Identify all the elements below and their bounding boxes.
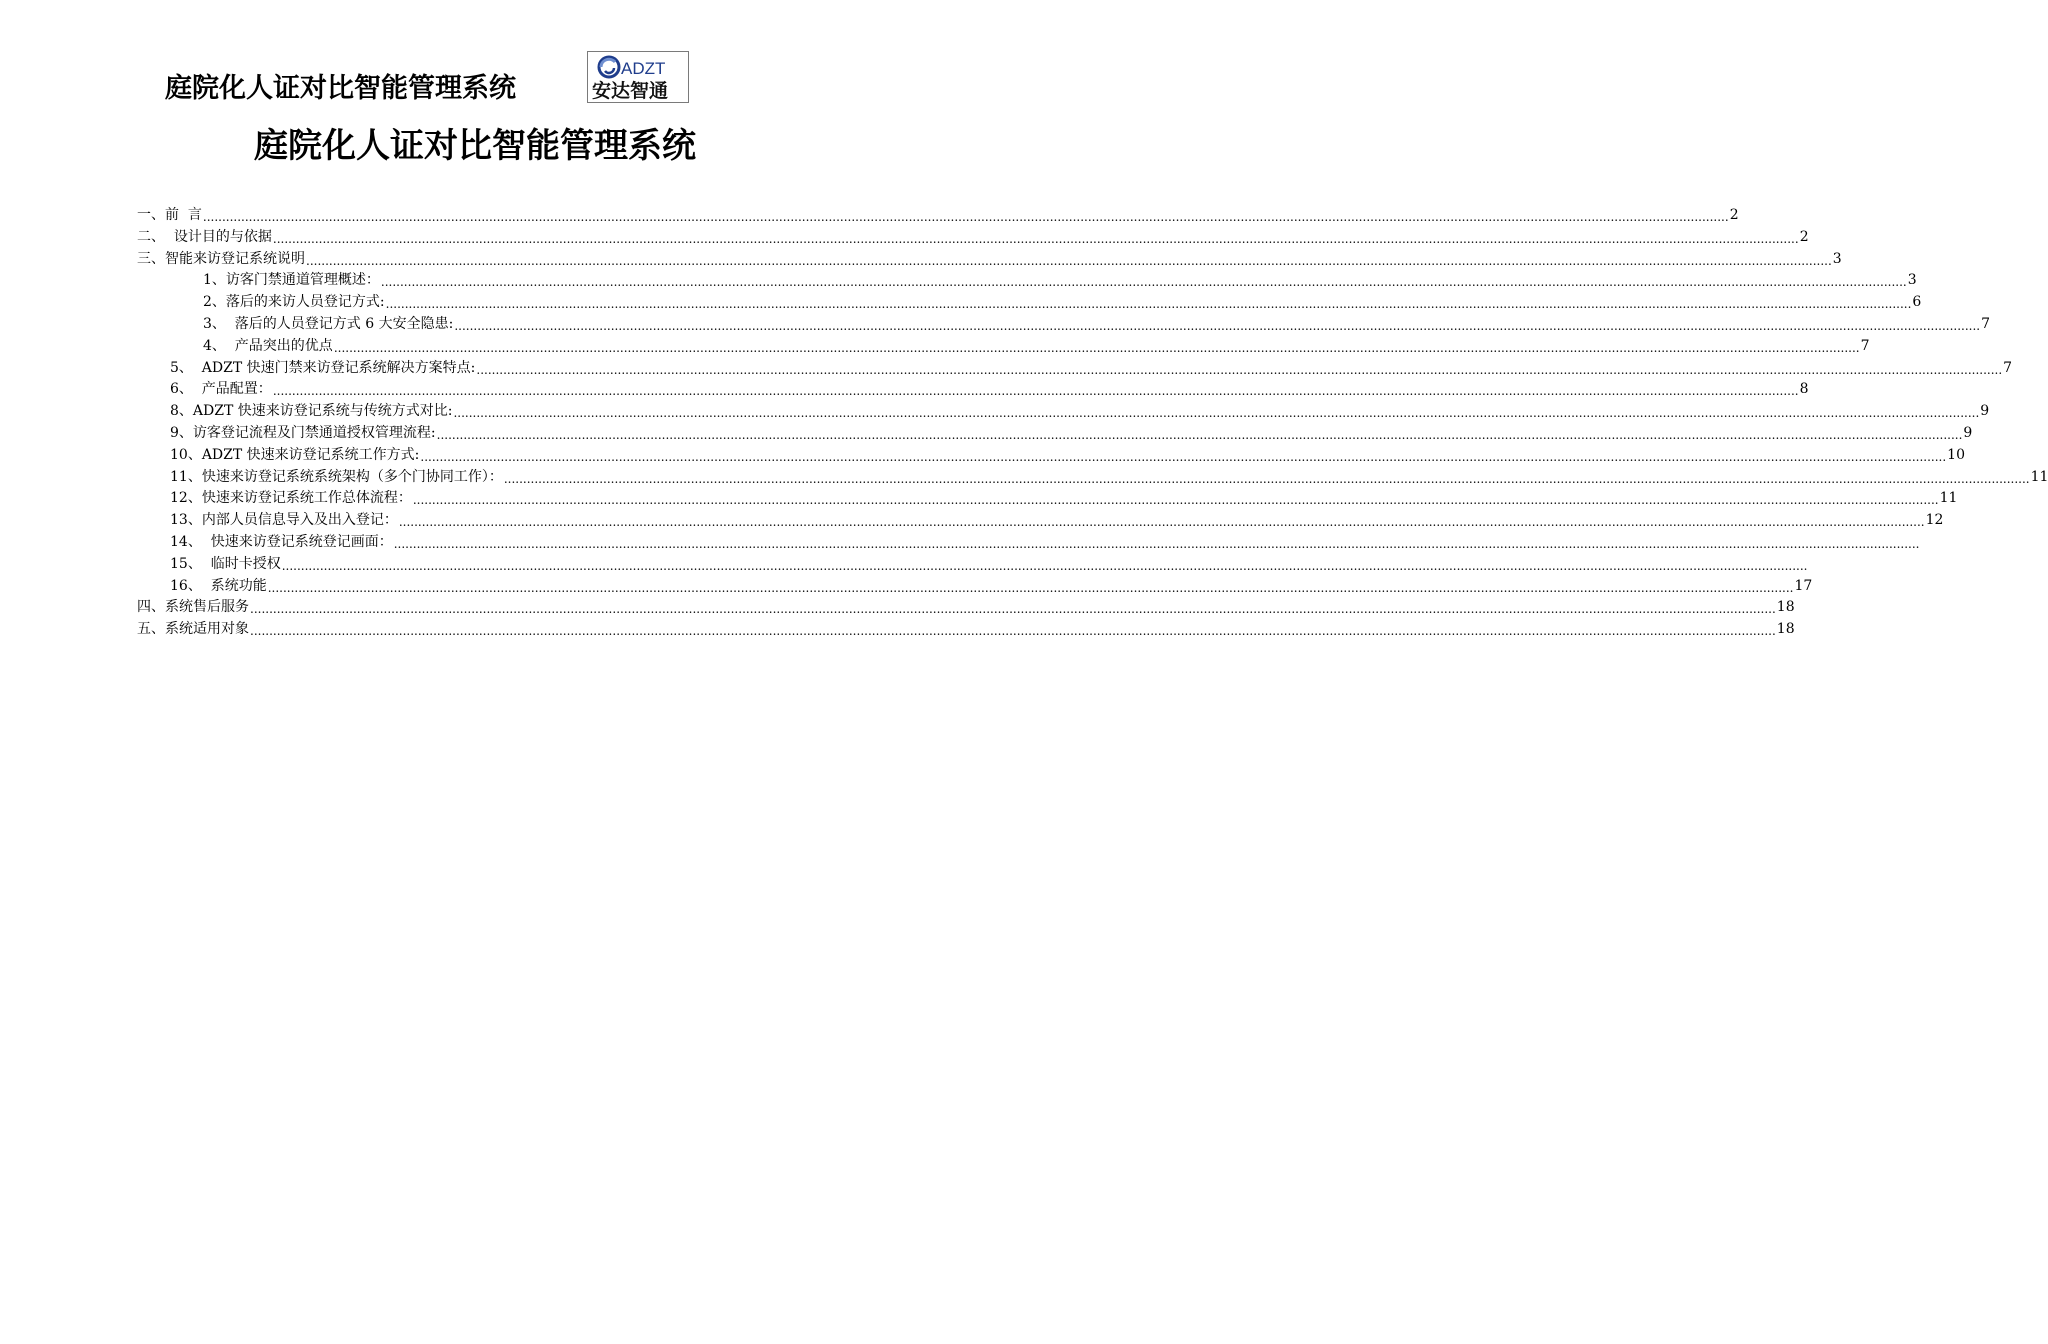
toc-entry[interactable] <box>137 618 1795 639</box>
toc-dot-leader: ................................................................................................................................................................................................................................................................................................................................................................................................................ <box>333 340 1860 355</box>
toc-entry-label: 4、 产品突出的优点 <box>203 337 333 354</box>
toc-entry-page-number: 2 <box>1729 207 1739 223</box>
toc-entry-label: 五、系统适用对象 <box>137 621 249 638</box>
toc-entry[interactable] <box>170 378 1809 399</box>
toc-entry-label: 2、落后的来访人员登记方式: <box>203 294 385 311</box>
toc-dot-leader: ................................................................................................................................................................................................................................................................................................................................................................................................................ <box>202 210 1729 224</box>
toc-entry[interactable] <box>170 400 1990 421</box>
toc-entry[interactable] <box>170 444 1965 464</box>
toc-entry-page-number: 7 <box>1981 316 1991 332</box>
toc-entry-page-number: 2 <box>1799 228 1809 245</box>
toc-dot-leader: ................................................................................................................................................................................................................................................................................................................................................................................................................ <box>503 471 2030 486</box>
toc-entry-label: 3、 落后的人员登记方式 6 大安全隐患: <box>203 316 454 332</box>
toc-entry[interactable] <box>137 248 1842 268</box>
toc-entry-page-number: 11 <box>1939 490 1958 507</box>
toc-entry-page-number: 6 <box>1912 294 1922 311</box>
toc-entry-label: 15、 临时卡授权 <box>170 555 281 572</box>
document-title: 庭院化人证对比智能管理系统 <box>254 126 696 166</box>
toc-entry-page-number: 7 <box>2003 359 2013 376</box>
toc-entry-page-number: 11 <box>2030 468 2048 485</box>
toc-entry-page-number: 8 <box>1799 381 1809 398</box>
toc-dot-leader: ................................................................................................................................................................................................................................................................................................................................................................................................................ <box>380 275 1907 290</box>
toc-entry-page-number: 18 <box>1776 621 1795 638</box>
toc-entry[interactable] <box>203 335 1870 355</box>
toc-entry-page-number: 18 <box>1776 599 1795 616</box>
toc-entry-label: 四、系统售后服务 <box>137 599 249 616</box>
toc-dot-leader: ................................................................................................................................................................................................................................................................................................................................................................................................................ <box>412 493 1939 508</box>
toc-entry-page-number: 3 <box>1832 250 1842 267</box>
toc-dot-leader: ................................................................................................................................................................................................................................................................................................................................................................................................................ <box>267 580 1794 595</box>
toc-dot-leader: ................................................................................................................................................................................................................................................................................................................................................................................................................ <box>250 624 1776 639</box>
toc-dot-leader: ................................................................................................................................................................................................................................................................................................................................................................................................................ <box>385 297 1912 312</box>
toc-entry[interactable] <box>170 466 2048 486</box>
toc-dot-leader: ................................................................................................................................................................................................................................................................................................................................................................................................................ <box>250 602 1776 617</box>
toc-entry-label: 13、内部人员信息导入及出入登记： <box>170 512 398 529</box>
toc-entry[interactable] <box>170 422 1973 442</box>
company-logo <box>587 51 689 103</box>
toc-entry-label: 11、快速来访登记系统系统架构（多个门协同工作）： <box>170 468 503 485</box>
toc-entry-label: 9、访客登记流程及门禁通道授权管理流程: <box>170 425 436 441</box>
toc-entry-page-number: 12 <box>1925 512 1944 529</box>
toc-entry-label: 5、 ADZT 快速门禁来访登记系统解决方案特点: <box>170 359 476 376</box>
toc-entry-label: 16、 系统功能 <box>170 577 267 594</box>
toc-dot-leader: ................................................................................................................................................................................................................................................................................................................................................................................................................ <box>476 362 2003 377</box>
logo-swirl-icon <box>599 57 619 77</box>
toc-entry[interactable] <box>137 596 1795 617</box>
toc-entry-label: 二、 设计目的与依据 <box>137 228 272 245</box>
toc-dot-leader: ................................................................................................................................................................................................................................................................................................................................................................................................................ <box>393 537 1920 551</box>
toc-entry-page-number: 7 <box>1860 337 1870 354</box>
toc-dot-leader: ................................................................................................................................................................................................................................................................................................................................................................................................................ <box>306 253 1832 268</box>
toc-dot-leader: ................................................................................................................................................................................................................................................................................................................................................................................................................ <box>281 558 1808 573</box>
toc-entry[interactable] <box>170 487 1958 508</box>
toc-entry[interactable] <box>170 357 2013 377</box>
toc-dot-leader: ................................................................................................................................................................................................................................................................................................................................................................................................................ <box>420 449 1947 464</box>
toc-entry[interactable] <box>170 531 1920 551</box>
toc-dot-leader: ................................................................................................................................................................................................................................................................................................................................................................................................................ <box>453 406 1980 421</box>
toc-entry-label: 6、 产品配置： <box>170 381 272 398</box>
toc-dot-leader: ................................................................................................................................................................................................................................................................................................................................................................................................................ <box>272 384 1799 399</box>
toc-dot-leader: ................................................................................................................................................................................................................................................................................................................................................................................................................ <box>398 515 1925 530</box>
toc-entry[interactable] <box>137 204 1739 224</box>
toc-entry-label: 10、ADZT 快速来访登记系统工作方式: <box>170 446 420 463</box>
toc-entry-page-number: 10 <box>1947 446 1965 463</box>
toc-entry-label: 8、ADZT 快速来访登记系统与传统方式对比: <box>170 403 453 420</box>
toc-entry-page-number: 3 <box>1907 272 1917 289</box>
svg-text:安达智通: 安达智通 <box>592 80 669 102</box>
toc-dot-leader: ................................................................................................................................................................................................................................................................................................................................................................................................................ <box>454 319 1981 333</box>
toc-entry-page-number: 9 <box>1963 425 1973 441</box>
toc-entry[interactable] <box>137 226 1809 246</box>
toc-entry[interactable] <box>170 575 1813 595</box>
toc-entry-page-number: 17 <box>1794 577 1813 594</box>
toc-entry-page-number: 9 <box>1980 403 1990 420</box>
toc-entry[interactable] <box>170 553 1808 573</box>
toc-dot-leader: ................................................................................................................................................................................................................................................................................................................................................................................................................ <box>272 231 1799 246</box>
toc-entry[interactable] <box>170 509 1944 530</box>
toc-entry-label: 12、快速来访登记系统工作总体流程： <box>170 490 412 507</box>
toc-entry[interactable] <box>203 313 1991 333</box>
toc-entry-label: 一、前 言 <box>137 207 202 223</box>
toc-dot-leader: ................................................................................................................................................................................................................................................................................................................................................................................................................ <box>436 428 1963 442</box>
running-header-title: 庭院化人证对比智能管理系统 <box>165 73 516 104</box>
toc-entry-label: 14、 快速来访登记系统登记画面： <box>170 534 393 550</box>
svg-text:ADZT: ADZT <box>621 59 666 78</box>
toc-entry-label: 三、智能来访登记系统说明 <box>137 250 305 267</box>
toc-entry-label: 1、访客门禁通道管理概述： <box>203 272 380 289</box>
toc-entry[interactable] <box>203 291 1922 312</box>
toc-entry[interactable] <box>203 269 1917 290</box>
